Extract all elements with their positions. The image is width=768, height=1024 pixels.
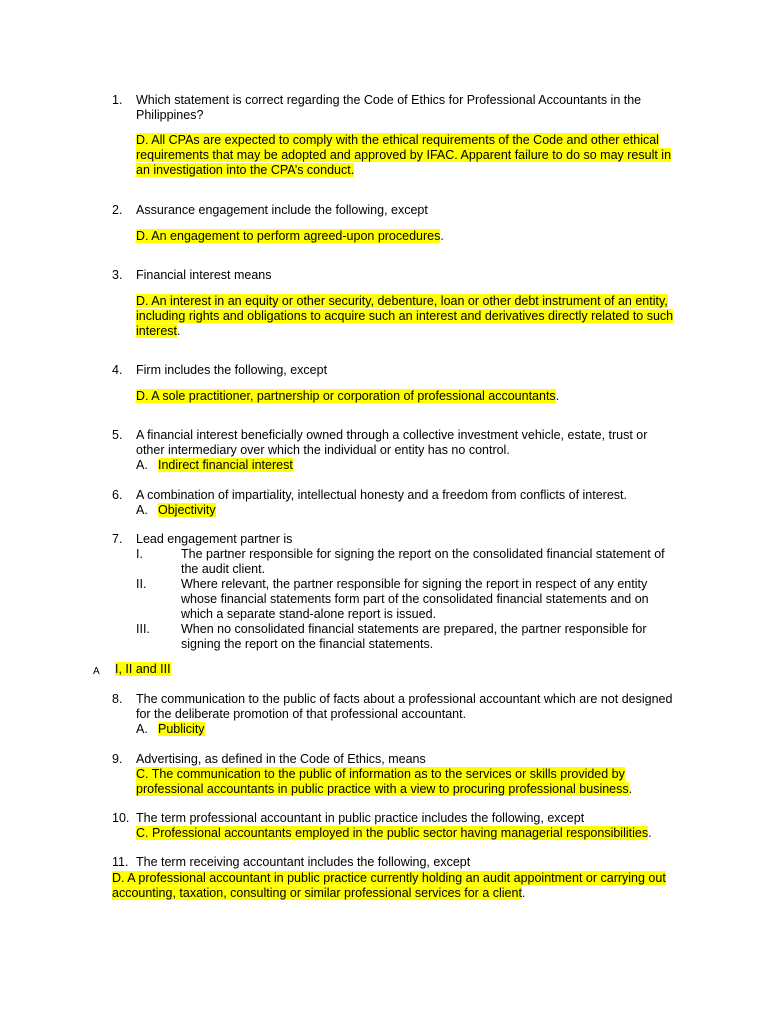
answer-text: C. The communication to the public of information as to the services or skills provided by professional accountants in public practice with a view to procuring professional business. <box>136 767 633 796</box>
question-number: 9. <box>112 752 123 766</box>
roman-numeral: III. <box>136 622 150 636</box>
answer-text: I, II and III <box>115 662 171 676</box>
option-letter: A <box>93 666 100 677</box>
answer-text: D. An interest in an equity or other security, debenture, loan or other debt instrument of an entity, including rights and obligations to acquire such an interest and derivatives directly related to such interest. <box>136 294 674 338</box>
option-letter: A. <box>136 458 148 472</box>
question-number: 1. <box>112 93 123 107</box>
option-letter: A. <box>136 722 148 736</box>
answer-text: D. A sole practitioner, partnership or corporation of professional accountants. <box>136 389 560 403</box>
answer-text: Publicity <box>158 722 205 736</box>
question-text: The term professional accountant in public practice includes the following, except <box>136 811 585 825</box>
question-text: Which statement is correct regarding the Code of Ethics for Professional Accountants in the Philippines? <box>136 93 642 122</box>
question-text: Lead engagement partner is <box>136 532 293 546</box>
question-number: 7. <box>112 532 123 546</box>
question-number: 8. <box>112 692 123 706</box>
question-number: 10. <box>112 811 130 825</box>
question-number: 2. <box>112 203 123 217</box>
list-item: Where relevant, the partner responsible for signing the report in respect of any entity whose financial statements form part of the consolidated financial statements and on which a separate stand-alone report is issued. <box>181 577 649 621</box>
list-item: When no consolidated financial statements are prepared, the partner responsible for signing the report on the financial statements. <box>181 622 647 651</box>
list-item: The partner responsible for signing the report on the consolidated financial statement of the audit client. <box>181 547 665 576</box>
question-text: A combination of impartiality, intellectual honesty and a freedom from conflicts of interest. <box>136 488 627 502</box>
question-text: Assurance engagement include the following, except <box>136 203 428 217</box>
roman-numeral: I. <box>136 547 143 561</box>
question-number: 5. <box>112 428 123 442</box>
question-text: The communication to the public of facts about a professional accountant which are not designed for the deliberate promotion of that professional accountant. <box>136 692 673 721</box>
roman-numeral: II. <box>136 577 147 591</box>
question-text: The term receiving accountant includes the following, except <box>136 855 471 869</box>
question-number: 3. <box>112 268 123 282</box>
question-number: 6. <box>112 488 123 502</box>
option-letter: A. <box>136 503 148 517</box>
question-text: Advertising, as defined in the Code of Ethics, means <box>136 752 426 766</box>
answer-text: D. A professional accountant in public practice currently holding an audit appointment or carrying out accounting, taxation, consulting or similar professional services for a client. <box>112 871 666 900</box>
answer-text: Objectivity <box>158 503 216 517</box>
answer-text: Indirect financial interest <box>158 458 293 472</box>
answer-text: D. All CPAs are expected to comply with the ethical requirements of the Code and other ethical requirements that may be adopted and approved by IFAC. Apparent failure to do so may result in an investigation into the CPA’s conduct. <box>136 133 672 177</box>
question-number: 4. <box>112 363 123 377</box>
question-number: 11. <box>112 855 129 869</box>
answer-text: C. Professional accountants employed in the public sector having managerial responsibilities. <box>136 826 652 840</box>
question-text: Firm includes the following, except <box>136 363 328 377</box>
question-text: A financial interest beneficially owned through a collective investment vehicle, estate, trust or other intermediary over which the individual or entity has no control. <box>136 428 648 457</box>
question-text: Financial interest means <box>136 268 272 282</box>
answer-text: D. An engagement to perform agreed-upon procedures. <box>136 229 444 243</box>
